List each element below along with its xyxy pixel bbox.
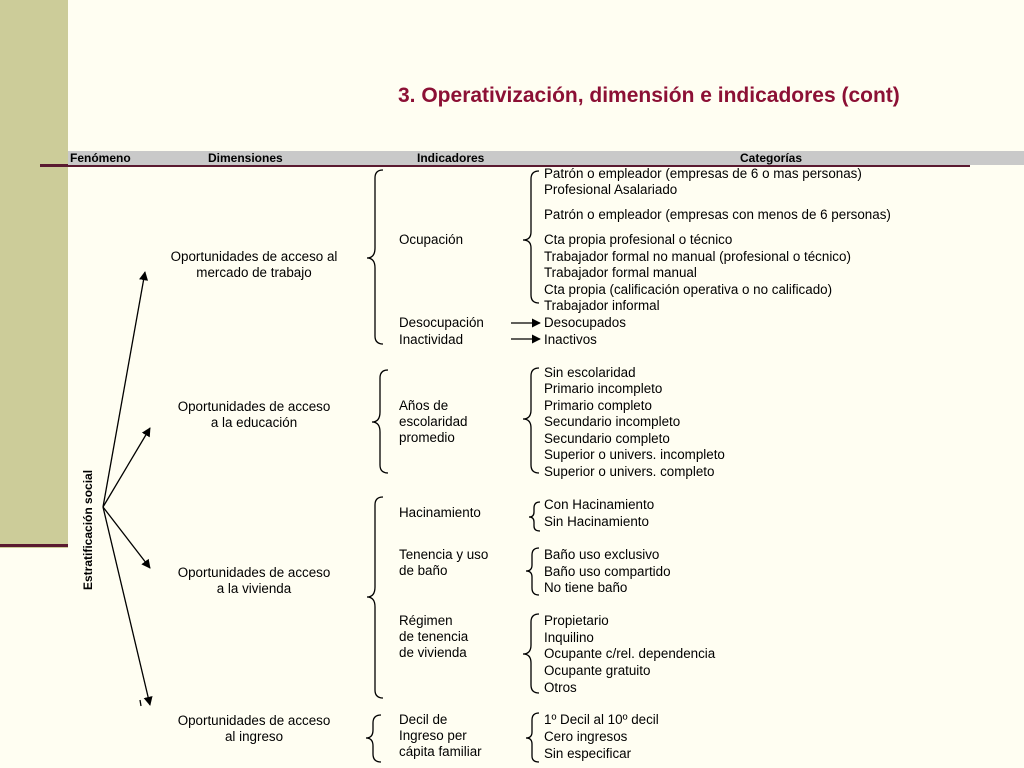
category-list-item: 1º Decil al 10º decil (544, 712, 659, 727)
category-list-item: Ocupante c/rel. dependencia (544, 646, 716, 661)
category-list-item: Baño uso compartido (544, 564, 671, 579)
brace-hacinamiento (529, 502, 540, 531)
category-list-item: Primario incompleto (544, 381, 663, 396)
header-indicadores: Indicadores (417, 151, 485, 165)
category-list-item: Con Hacinamiento (544, 497, 655, 512)
header-fenomeno: Fenómeno (70, 151, 131, 165)
brace-trabajo (367, 170, 383, 344)
brace-anos (523, 368, 539, 473)
category-list-item: Secundario incompleto (544, 414, 681, 429)
category-list-item: Otros (544, 680, 577, 695)
category-list-item: Patrón o empleador (empresas de 6 o mas personas) (544, 166, 862, 181)
category-list-item: Superior o univers. incompleto (544, 447, 725, 462)
dimension-educacion: Oportunidades de acceso a la educación (177, 399, 331, 430)
category-list-item: Trabajador formal manual (544, 265, 697, 280)
category-list-item: Baño uso exclusivo (544, 547, 660, 562)
brace-ocupacion (523, 171, 539, 303)
category-list-item: Inquilino (544, 630, 594, 645)
category-list-item: Cta propia (calificación operativa o no calificado) (544, 282, 833, 297)
brace-ingreso (526, 713, 539, 762)
category-list-item: Profesional Asalariado (544, 182, 678, 197)
category-list-item: Sin especificar (544, 746, 632, 761)
brace-vivienda (367, 497, 383, 698)
dimension-vivienda: Oportunidades de acceso a la vivienda (177, 565, 331, 596)
brace-educacion (372, 370, 388, 473)
fenomeno-label: Estratificación social (81, 469, 95, 590)
dimension-trabajo: Oportunidades de acceso al mercado de trabajo (170, 249, 338, 280)
header-dimensiones: Dimensiones (208, 151, 283, 165)
header-categorias: Categorías (740, 151, 803, 165)
indicator-regimen: Régimen de tenencia de vivienda (399, 613, 469, 660)
category-list-item: Trabajador formal no manual (profesional o técnico) (544, 249, 851, 264)
category-list-item: Cero ingresos (544, 729, 628, 744)
category-list-item: Cta propia profesional o técnico (544, 232, 733, 247)
category-list-item: Propietario (544, 613, 609, 628)
category-list-item: No tiene baño (544, 580, 628, 595)
category-desocupados: Desocupados (544, 315, 626, 330)
dimension-ingreso: Oportunidades de acceso al ingreso (177, 713, 331, 744)
brace-bano (526, 548, 539, 595)
category-list-item: Trabajador informal (544, 298, 660, 313)
brace-decil (366, 715, 381, 762)
page-title: 3. Operativización, dimensión e indicadores (cont) (398, 84, 900, 107)
indicator-hacinamiento: Hacinamiento (399, 505, 481, 520)
indicator-tenencia-bano: Tenencia y uso de baño (399, 547, 489, 578)
category-list-item: Patrón o empleador (empresas con menos de 6 personas) (544, 207, 891, 222)
indicator-anos-escolaridad: Años de escolaridad promedio (399, 398, 468, 445)
indicator-desocupacion: Desocupación (399, 315, 484, 330)
category-list-item: Ocupante gratuito (544, 663, 651, 678)
category-list-item: Primario completo (544, 398, 652, 413)
brace-regimen (523, 614, 539, 693)
indicator-decil: Decil de Ingreso per cápita familiar (399, 712, 482, 759)
indicator-ocupacion: Ocupación (399, 232, 464, 247)
category-list-item: Sin Hacinamiento (544, 514, 649, 529)
category-inactivos: Inactivos (544, 332, 597, 347)
indicator-inactividad: Inactividad (399, 332, 464, 347)
category-list-item: Sin escolaridad (544, 365, 636, 380)
category-list-item: Superior o univers. completo (544, 464, 715, 479)
category-list-item: Secundario completo (544, 431, 670, 446)
